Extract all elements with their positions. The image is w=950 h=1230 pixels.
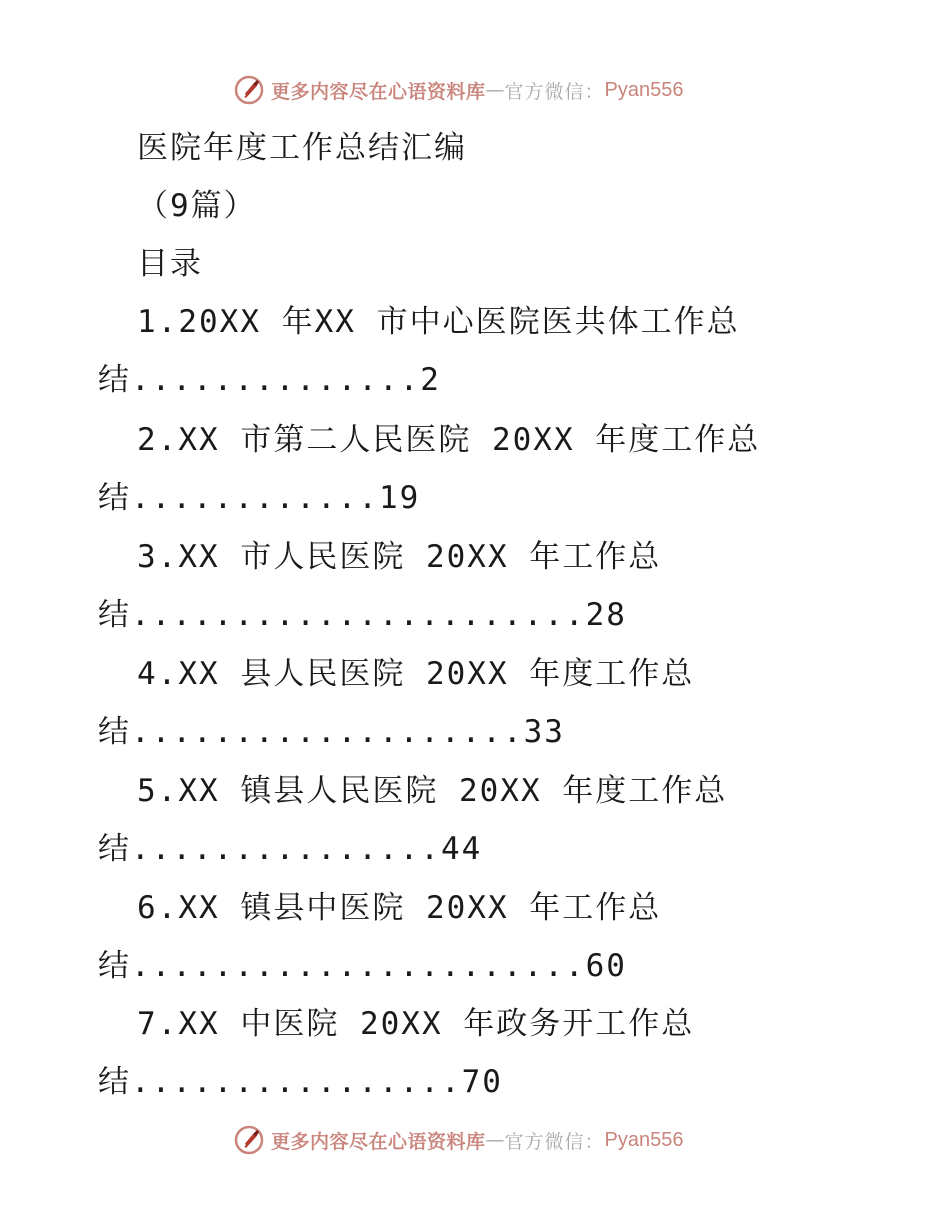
watermark-slogan: 更多内容尽在心语资料库: [271, 1130, 486, 1153]
document-count: （9篇）: [137, 188, 257, 224]
document-title: 医院年度工作总结汇编: [137, 130, 467, 166]
watermark-slogan: 更多内容尽在心语资料库: [271, 80, 486, 103]
toc-entry-3-page: 结......................28: [98, 597, 627, 633]
toc-entry-7-page: 结................70: [98, 1064, 503, 1100]
toc-entry-1-page: 结..............2: [98, 362, 441, 398]
toc-entry-4-page: 结...................33: [98, 714, 565, 750]
watermark-official-label: 官方微信：: [504, 1130, 605, 1153]
footer-watermark: [233, 1122, 684, 1158]
pen-nib-logo-icon: [233, 74, 265, 106]
toc-entry-5-page: 结...............44: [98, 831, 483, 867]
toc-entry-1-title: 1.20XX 年XX 市中心医院医共体工作总: [137, 304, 740, 340]
pen-nib-logo-icon: [233, 1124, 265, 1156]
watermark-dash: —: [485, 79, 505, 101]
toc-entry-4-title: 4.XX 县人民医院 20XX 年度工作总: [137, 656, 695, 692]
watermark-dash: —: [485, 1129, 505, 1151]
watermark-wechat-id: Pyan556: [604, 78, 684, 101]
toc-entry-7-title: 7.XX 中医院 20XX 年政务开工作总: [137, 1006, 695, 1042]
toc-entry-3-title: 3.XX 市人民医院 20XX 年工作总: [137, 539, 662, 575]
toc-entry-6-page: 结......................60: [98, 948, 627, 984]
header-watermark: [233, 72, 684, 108]
toc-entry-2-page: 结............19: [98, 480, 421, 516]
watermark-wechat-id: Pyan556: [604, 1128, 684, 1151]
watermark-official-label: 官方微信：: [504, 80, 605, 103]
toc-heading: 目录: [137, 246, 203, 282]
toc-entry-2-title: 2.XX 市第二人民医院 20XX 年度工作总: [137, 422, 761, 458]
toc-entry-5-title: 5.XX 镇县人民医院 20XX 年度工作总: [137, 773, 728, 809]
toc-entry-6-title: 6.XX 镇县中医院 20XX 年工作总: [137, 890, 662, 926]
